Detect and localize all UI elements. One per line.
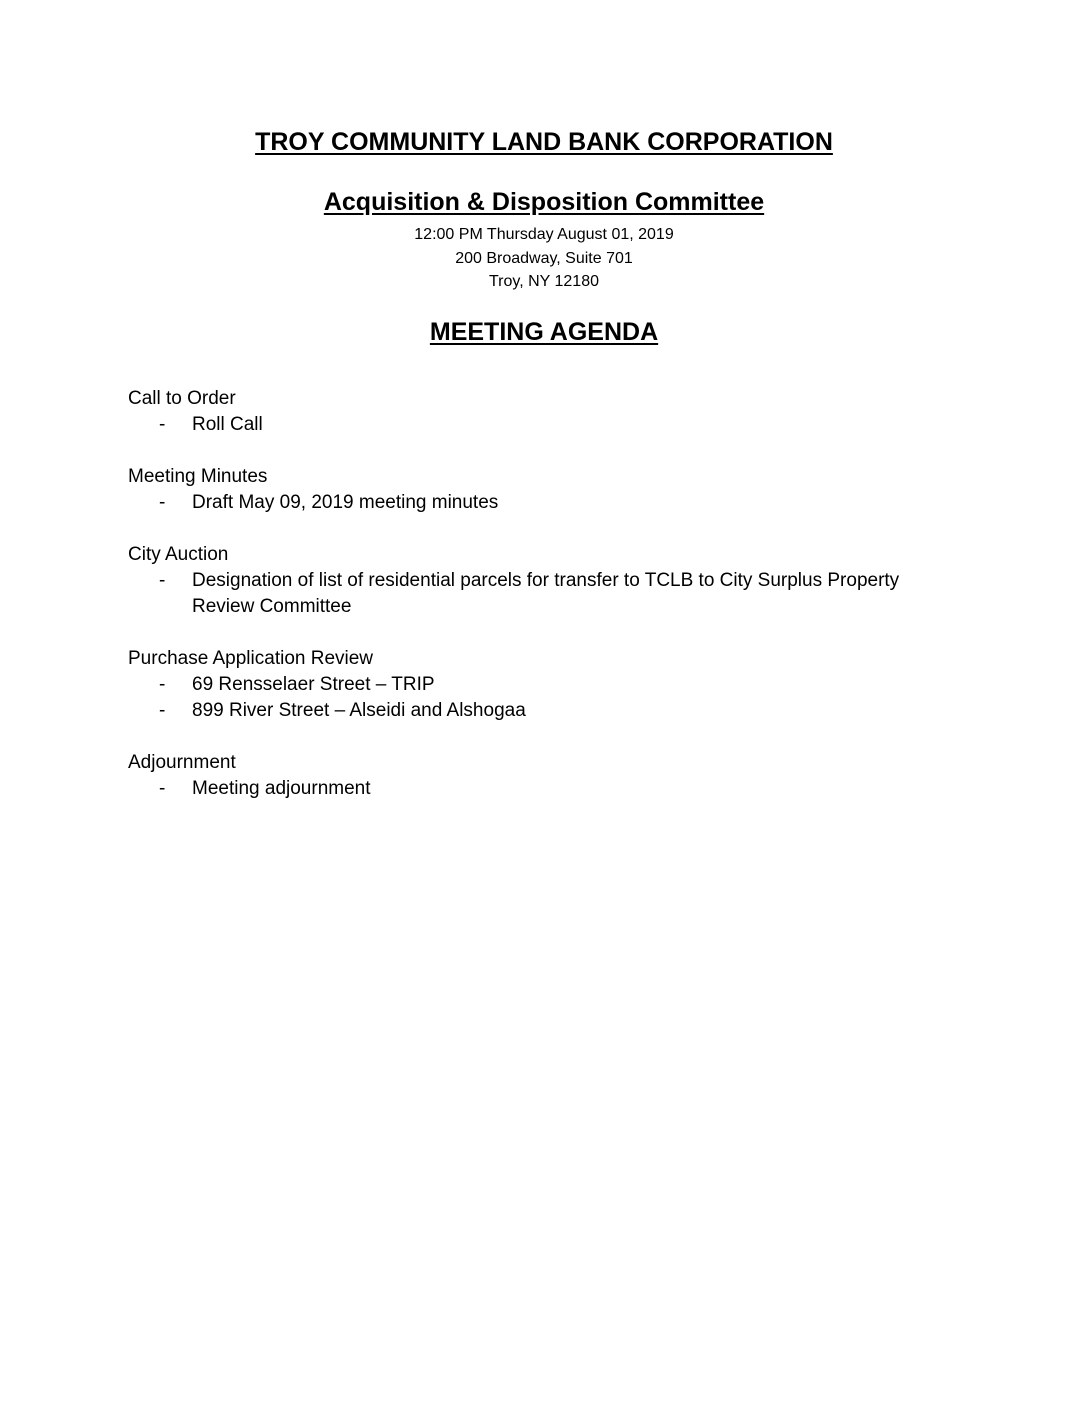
agenda-item-text: Designation of list of residential parcels for transfer to TCLB to City Surplus Property Review Committee [192, 570, 900, 617]
agenda-item-text: 69 Rensselaer Street – TRIP [192, 674, 435, 695]
dash-marker: - [159, 674, 166, 695]
dash-marker: - [159, 414, 166, 435]
dash-marker: - [159, 700, 166, 721]
meeting-datetime: 12:00 PM Thursday August 01, 2019 [414, 226, 674, 243]
section-items [128, 412, 948, 438]
agenda-item [128, 412, 948, 438]
agenda-section-adjournment [128, 750, 948, 802]
agenda-item-text: Roll Call [192, 414, 263, 435]
section-items [128, 672, 948, 724]
section-heading: Adjournment [128, 752, 236, 773]
agenda-item-text: Draft May 09, 2019 meeting minutes [192, 492, 499, 513]
agenda-list [128, 386, 948, 828]
agenda-section-city-auction [128, 542, 948, 620]
agenda-item-text: Meeting adjournment [192, 778, 371, 799]
section-heading: Purchase Application Review [128, 648, 374, 669]
agenda-section-meeting-minutes [128, 464, 948, 516]
agenda-item [128, 568, 948, 620]
dash-marker: - [159, 492, 166, 513]
agenda-item [128, 490, 948, 516]
address-line-1: 200 Broadway, Suite 701 [455, 250, 633, 267]
agenda-item-text: 899 River Street – Alseidi and Alshogaa [192, 700, 526, 721]
agenda-item [128, 698, 948, 724]
agenda-item [128, 672, 948, 698]
agenda-section-purchase-application-review [128, 646, 948, 724]
dash-marker: - [159, 778, 166, 799]
section-items [128, 568, 948, 620]
committee-title: Acquisition & Disposition Committee [323, 188, 765, 216]
organization-title: TROY COMMUNITY LAND BANK CORPORATION [255, 128, 833, 156]
address-line-2: Troy, NY 12180 [489, 273, 599, 290]
dash-marker: - [159, 570, 166, 591]
section-items [128, 776, 948, 802]
section-heading: Meeting Minutes [128, 466, 268, 487]
section-heading: Call to Order [128, 388, 236, 409]
section-heading: City Auction [128, 544, 229, 565]
agenda-section-call-to-order [128, 386, 948, 438]
agenda-item [128, 776, 948, 802]
agenda-title: MEETING AGENDA [429, 318, 659, 346]
section-items [128, 490, 948, 516]
